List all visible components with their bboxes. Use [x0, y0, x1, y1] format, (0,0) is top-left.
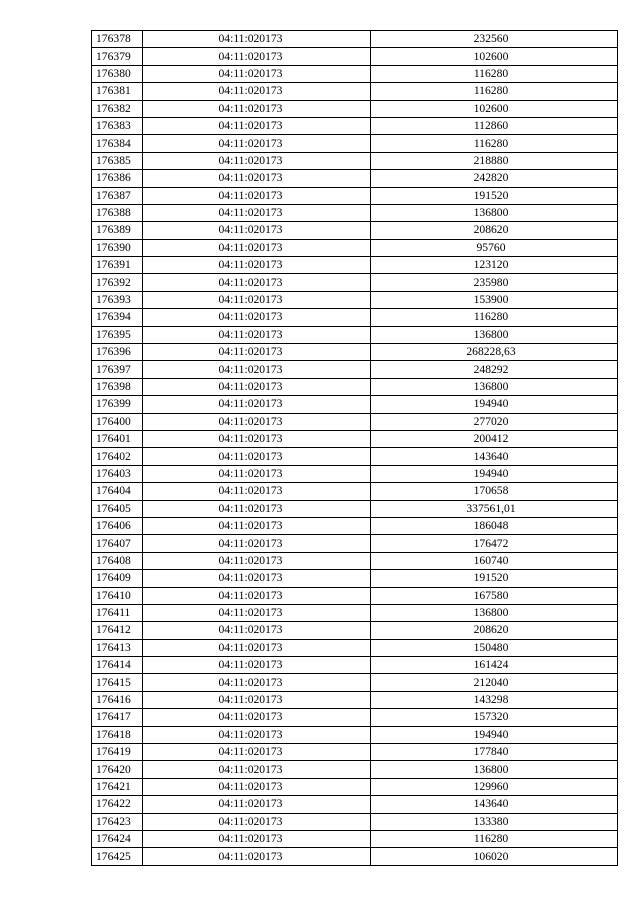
- table-row: [92, 761, 618, 778]
- table-row: [92, 187, 618, 204]
- cadastral-code-cell: 04:11:020173: [143, 204, 371, 221]
- table-row: [92, 135, 618, 152]
- cadastral-code-cell: 04:11:020173: [143, 344, 371, 361]
- data-table: [91, 30, 618, 866]
- amount-cell: 191520: [371, 570, 618, 587]
- cadastral-code-cell: 04:11:020173: [143, 830, 371, 847]
- cadastral-code-cell: 04:11:020173: [143, 674, 371, 691]
- table-row: [92, 535, 618, 552]
- cadastral-code-cell: 04:11:020173: [143, 691, 371, 708]
- table-row: [92, 396, 618, 413]
- amount-cell: 277020: [371, 413, 618, 430]
- table-row: [92, 430, 618, 447]
- table-row: [92, 778, 618, 795]
- record-id-cell: 176391: [92, 257, 143, 274]
- amount-cell: 143640: [371, 448, 618, 465]
- record-id-cell: 176389: [92, 222, 143, 239]
- record-id-cell: 176397: [92, 361, 143, 378]
- cadastral-code-cell: 04:11:020173: [143, 709, 371, 726]
- cadastral-code-cell: 04:11:020173: [143, 378, 371, 395]
- cadastral-code-cell: 04:11:020173: [143, 152, 371, 169]
- amount-cell: 112860: [371, 117, 618, 134]
- cadastral-code-cell: 04:11:020173: [143, 48, 371, 65]
- amount-cell: 129960: [371, 778, 618, 795]
- amount-cell: 95760: [371, 239, 618, 256]
- table-row: [92, 326, 618, 343]
- record-id-cell: 176409: [92, 570, 143, 587]
- amount-cell: 106020: [371, 848, 618, 865]
- amount-cell: 116280: [371, 83, 618, 100]
- table-row: [92, 465, 618, 482]
- record-id-cell: 176385: [92, 152, 143, 169]
- cadastral-code-cell: 04:11:020173: [143, 361, 371, 378]
- amount-cell: 337561,01: [371, 500, 618, 517]
- amount-cell: 208620: [371, 222, 618, 239]
- amount-cell: 232560: [371, 31, 618, 48]
- amount-cell: 242820: [371, 170, 618, 187]
- record-id-cell: 176403: [92, 465, 143, 482]
- cadastral-code-cell: 04:11:020173: [143, 813, 371, 830]
- cadastral-code-cell: 04:11:020173: [143, 117, 371, 134]
- record-id-cell: 176413: [92, 639, 143, 656]
- cadastral-code-cell: 04:11:020173: [143, 135, 371, 152]
- amount-cell: 143640: [371, 796, 618, 813]
- table-row: [92, 344, 618, 361]
- cadastral-code-cell: 04:11:020173: [143, 291, 371, 308]
- table-row: [92, 483, 618, 500]
- table-row: [92, 83, 618, 100]
- cadastral-code-cell: 04:11:020173: [143, 657, 371, 674]
- amount-cell: 116280: [371, 309, 618, 326]
- amount-cell: 143298: [371, 691, 618, 708]
- cadastral-code-cell: 04:11:020173: [143, 761, 371, 778]
- record-id-cell: 176402: [92, 448, 143, 465]
- cadastral-code-cell: 04:11:020173: [143, 517, 371, 534]
- amount-cell: 167580: [371, 587, 618, 604]
- record-id-cell: 176396: [92, 344, 143, 361]
- cadastral-code-cell: 04:11:020173: [143, 65, 371, 82]
- record-id-cell: 176395: [92, 326, 143, 343]
- amount-cell: 268228,63: [371, 344, 618, 361]
- table-row: [92, 48, 618, 65]
- table-row: [92, 274, 618, 291]
- amount-cell: 116280: [371, 65, 618, 82]
- amount-cell: 176472: [371, 535, 618, 552]
- amount-cell: 194940: [371, 726, 618, 743]
- record-id-cell: 176423: [92, 813, 143, 830]
- amount-cell: 150480: [371, 639, 618, 656]
- cadastral-code-cell: 04:11:020173: [143, 430, 371, 447]
- table-row: [92, 222, 618, 239]
- record-id-cell: 176392: [92, 274, 143, 291]
- table-row: [92, 152, 618, 169]
- amount-cell: 186048: [371, 517, 618, 534]
- amount-cell: 248292: [371, 361, 618, 378]
- cadastral-code-cell: 04:11:020173: [143, 622, 371, 639]
- cadastral-code-cell: 04:11:020173: [143, 726, 371, 743]
- record-id-cell: 176420: [92, 761, 143, 778]
- amount-cell: 136800: [371, 326, 618, 343]
- amount-cell: 200412: [371, 430, 618, 447]
- cadastral-code-cell: 04:11:020173: [143, 744, 371, 761]
- cadastral-code-cell: 04:11:020173: [143, 796, 371, 813]
- amount-cell: 170658: [371, 483, 618, 500]
- amount-cell: 136800: [371, 378, 618, 395]
- table-row: [92, 257, 618, 274]
- table-row: [92, 691, 618, 708]
- amount-cell: 153900: [371, 291, 618, 308]
- record-id-cell: 176419: [92, 744, 143, 761]
- table-row: [92, 622, 618, 639]
- amount-cell: 116280: [371, 135, 618, 152]
- table-row: [92, 587, 618, 604]
- table-row: [92, 604, 618, 621]
- amount-cell: 161424: [371, 657, 618, 674]
- cadastral-code-cell: 04:11:020173: [143, 274, 371, 291]
- record-id-cell: 176411: [92, 604, 143, 621]
- cadastral-code-cell: 04:11:020173: [143, 326, 371, 343]
- record-id-cell: 176393: [92, 291, 143, 308]
- cadastral-code-cell: 04:11:020173: [143, 535, 371, 552]
- table-row: [92, 657, 618, 674]
- amount-cell: 218880: [371, 152, 618, 169]
- record-id-cell: 176412: [92, 622, 143, 639]
- cadastral-code-cell: 04:11:020173: [143, 552, 371, 569]
- record-id-cell: 176414: [92, 657, 143, 674]
- cadastral-code-cell: 04:11:020173: [143, 413, 371, 430]
- cadastral-code-cell: 04:11:020173: [143, 31, 371, 48]
- table-row: [92, 361, 618, 378]
- amount-cell: 133380: [371, 813, 618, 830]
- table-row: [92, 378, 618, 395]
- amount-cell: 194940: [371, 396, 618, 413]
- record-id-cell: 176383: [92, 117, 143, 134]
- record-id-cell: 176388: [92, 204, 143, 221]
- record-id-cell: 176415: [92, 674, 143, 691]
- cadastral-code-cell: 04:11:020173: [143, 257, 371, 274]
- table-body: [92, 31, 618, 866]
- table-row: [92, 830, 618, 847]
- table-row: [92, 65, 618, 82]
- record-id-cell: 176399: [92, 396, 143, 413]
- amount-cell: 212040: [371, 674, 618, 691]
- record-id-cell: 176382: [92, 100, 143, 117]
- amount-cell: 191520: [371, 187, 618, 204]
- record-id-cell: 176422: [92, 796, 143, 813]
- record-id-cell: 176404: [92, 483, 143, 500]
- cadastral-code-cell: 04:11:020173: [143, 778, 371, 795]
- record-id-cell: 176386: [92, 170, 143, 187]
- cadastral-code-cell: 04:11:020173: [143, 239, 371, 256]
- record-id-cell: 176381: [92, 83, 143, 100]
- amount-cell: 235980: [371, 274, 618, 291]
- amount-cell: 136800: [371, 604, 618, 621]
- amount-cell: 194940: [371, 465, 618, 482]
- record-id-cell: 176408: [92, 552, 143, 569]
- cadastral-code-cell: 04:11:020173: [143, 848, 371, 865]
- table-row: [92, 117, 618, 134]
- amount-cell: 116280: [371, 830, 618, 847]
- table-row: [92, 674, 618, 691]
- record-id-cell: 176387: [92, 187, 143, 204]
- record-id-cell: 176384: [92, 135, 143, 152]
- cadastral-code-cell: 04:11:020173: [143, 448, 371, 465]
- amount-cell: 157320: [371, 709, 618, 726]
- table-row: [92, 796, 618, 813]
- table-row: [92, 813, 618, 830]
- cadastral-code-cell: 04:11:020173: [143, 222, 371, 239]
- amount-cell: 102600: [371, 100, 618, 117]
- cadastral-code-cell: 04:11:020173: [143, 604, 371, 621]
- record-id-cell: 176379: [92, 48, 143, 65]
- record-id-cell: 176418: [92, 726, 143, 743]
- record-id-cell: 176394: [92, 309, 143, 326]
- table-row: [92, 709, 618, 726]
- record-id-cell: 176398: [92, 378, 143, 395]
- table-row: [92, 448, 618, 465]
- amount-cell: 177840: [371, 744, 618, 761]
- table-row: [92, 848, 618, 865]
- table-row: [92, 204, 618, 221]
- cadastral-code-cell: 04:11:020173: [143, 309, 371, 326]
- cadastral-code-cell: 04:11:020173: [143, 83, 371, 100]
- amount-cell: 208620: [371, 622, 618, 639]
- record-id-cell: 176378: [92, 31, 143, 48]
- amount-cell: 160740: [371, 552, 618, 569]
- table-row: [92, 639, 618, 656]
- cadastral-code-cell: 04:11:020173: [143, 396, 371, 413]
- record-id-cell: 176400: [92, 413, 143, 430]
- table-row: [92, 413, 618, 430]
- cadastral-code-cell: 04:11:020173: [143, 483, 371, 500]
- record-id-cell: 176421: [92, 778, 143, 795]
- table-row: [92, 570, 618, 587]
- amount-cell: 102600: [371, 48, 618, 65]
- record-id-cell: 176425: [92, 848, 143, 865]
- table-row: [92, 726, 618, 743]
- table-row: [92, 552, 618, 569]
- table-row: [92, 170, 618, 187]
- amount-cell: 123120: [371, 257, 618, 274]
- table-row: [92, 239, 618, 256]
- record-id-cell: 176424: [92, 830, 143, 847]
- table-row: [92, 100, 618, 117]
- cadastral-code-cell: 04:11:020173: [143, 500, 371, 517]
- amount-cell: 136800: [371, 204, 618, 221]
- table-row: [92, 291, 618, 308]
- record-id-cell: 176390: [92, 239, 143, 256]
- table-row: [92, 744, 618, 761]
- table-row: [92, 309, 618, 326]
- record-id-cell: 176405: [92, 500, 143, 517]
- cadastral-code-cell: 04:11:020173: [143, 587, 371, 604]
- record-id-cell: 176401: [92, 430, 143, 447]
- record-id-cell: 176406: [92, 517, 143, 534]
- record-id-cell: 176410: [92, 587, 143, 604]
- cadastral-code-cell: 04:11:020173: [143, 639, 371, 656]
- amount-cell: 136800: [371, 761, 618, 778]
- table-row: [92, 500, 618, 517]
- cadastral-code-cell: 04:11:020173: [143, 100, 371, 117]
- cadastral-code-cell: 04:11:020173: [143, 170, 371, 187]
- record-id-cell: 176407: [92, 535, 143, 552]
- table-row: [92, 31, 618, 48]
- cadastral-code-cell: 04:11:020173: [143, 187, 371, 204]
- record-id-cell: 176416: [92, 691, 143, 708]
- cadastral-code-cell: 04:11:020173: [143, 465, 371, 482]
- record-id-cell: 176380: [92, 65, 143, 82]
- cadastral-code-cell: 04:11:020173: [143, 570, 371, 587]
- record-id-cell: 176417: [92, 709, 143, 726]
- table-row: [92, 517, 618, 534]
